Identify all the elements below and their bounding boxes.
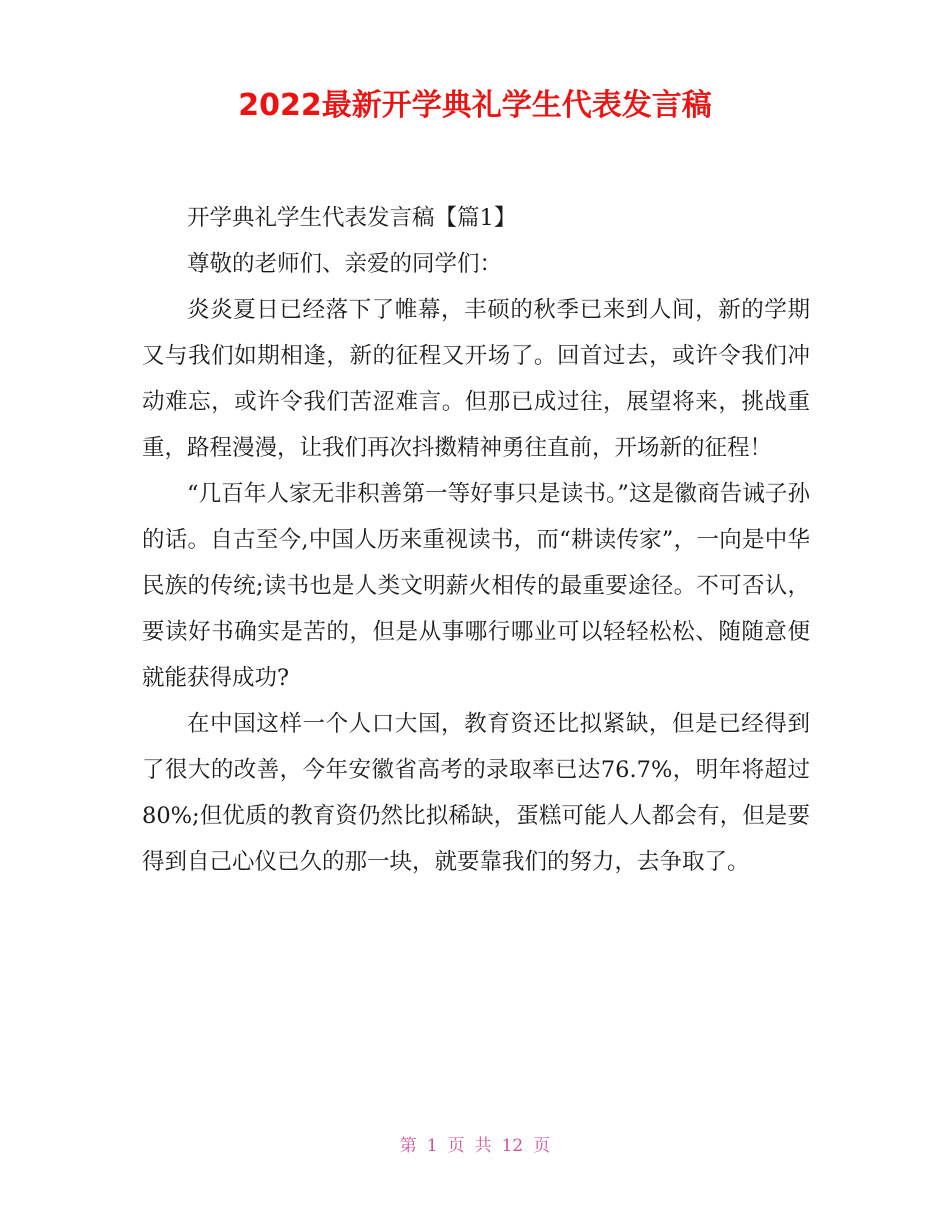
- paragraph: “几百年人家无非积善第一等好事只是读书。”这是徽商告诫子孙的话。自古至今,中国人历来重视读书，而“耕读传家”，一向是中华民族的传统;读书也是人类文明薪火相传的最重要途径。不可否认，要读好书确实是苦的，但是从事哪行哪业可以轻轻松松、随随意便就能获得成功?: [142, 481, 810, 691]
- page-footer: [0, 1133, 950, 1159]
- footer-label-total-unit: 页: [533, 1136, 551, 1156]
- footer-label-page: 第: [399, 1136, 417, 1156]
- document-body: [142, 195, 810, 885]
- document-title: 2022最新开学典礼学生代表发言稿: [238, 88, 712, 123]
- total-pages-number: 12: [501, 1136, 524, 1156]
- paragraph: 炎炎夏日已经落下了帷幕，丰硕的秋季已来到人间，新的学期又与我们如期相逢，新的征程又开场了。回首过去，或许令我们冲动难忘，或许令我们苦涩难言。但那已成过往，展望将来，挑战重重，路程漫漫，让我们再次抖擞精神勇往直前，开场新的征程！: [142, 297, 810, 461]
- salutation: 尊敬的老师们、亲爱的同学们：: [187, 251, 503, 277]
- paragraph: 在中国这样一个人口大国，教育资还比拟紧缺，但是已经得到了很大的改善，今年安徽省高考的录取率已达76.7%，明年将超过80%;但优质的教育资仍然比拟稀缺，蛋糕可能人人都会有，但是要得到自己心仪已久的那一块，就要靠我们的努力，去争取了。: [142, 711, 810, 875]
- current-page-number: 1: [426, 1136, 438, 1156]
- section-heading: 开学典礼学生代表发言稿【篇1】: [187, 205, 517, 231]
- footer-label-total: 共: [474, 1136, 492, 1156]
- footer-label-page-unit: 页: [447, 1136, 465, 1156]
